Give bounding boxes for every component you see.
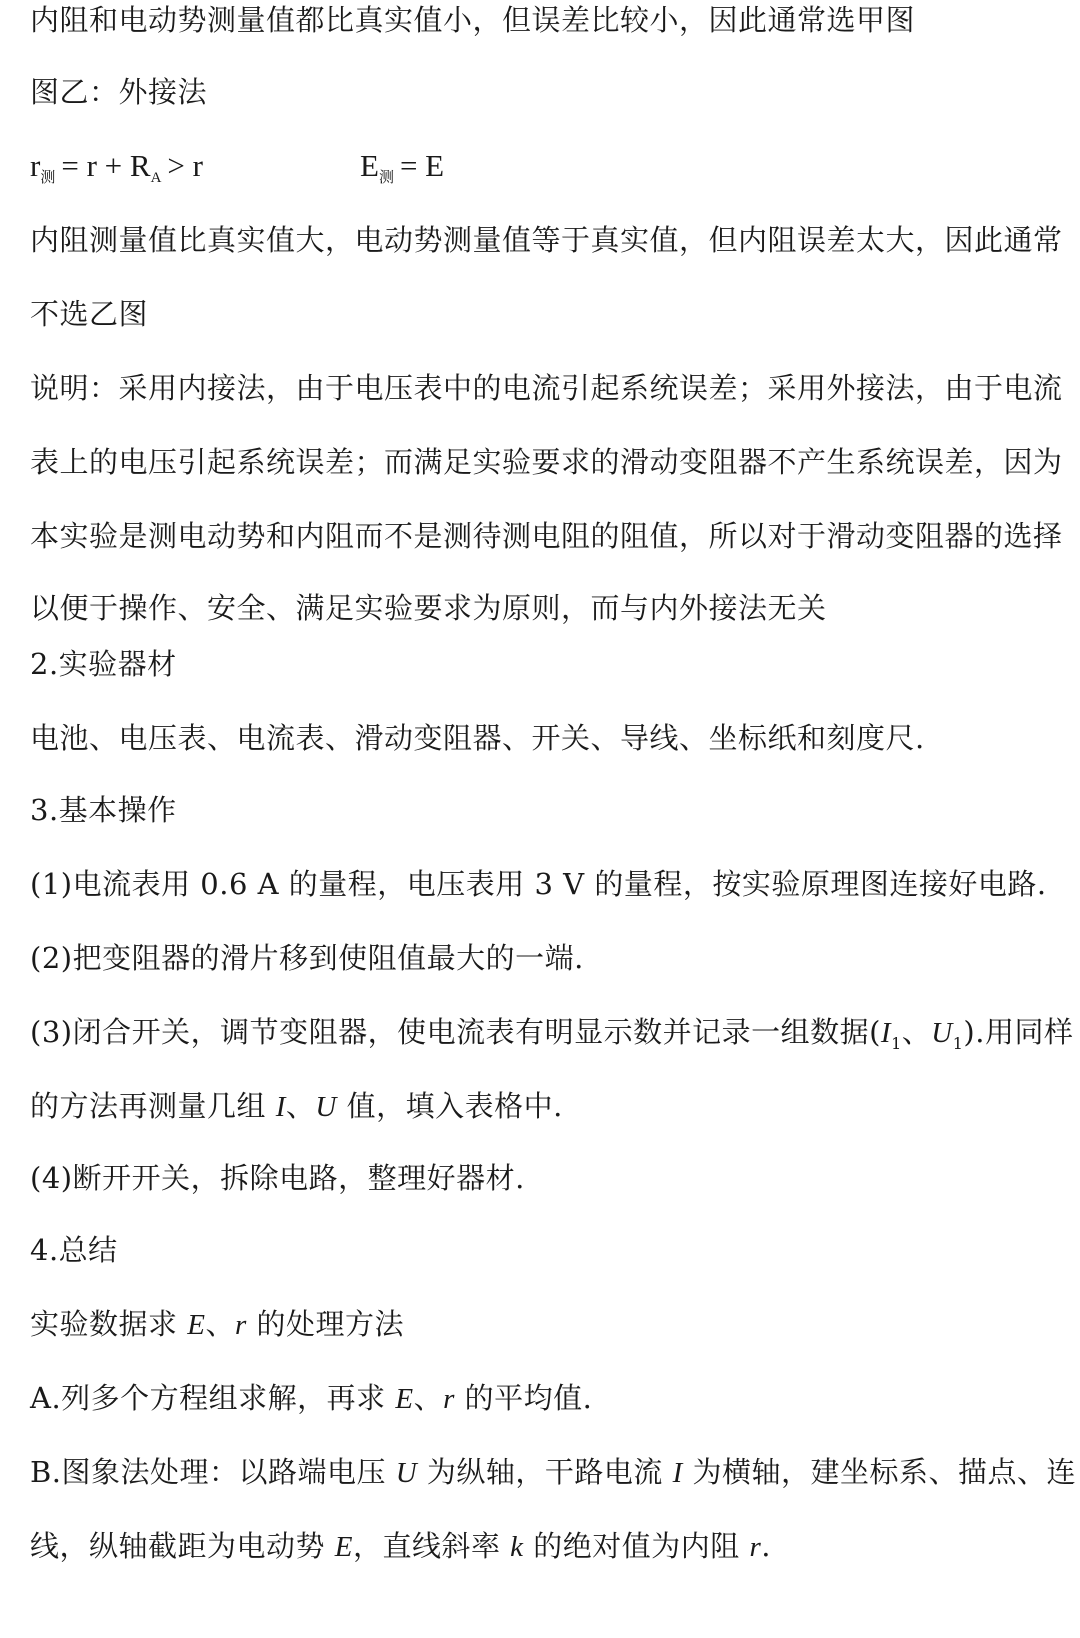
separator: 、	[205, 1307, 235, 1341]
step-1: (1)电流表用 0.6 A 的量程，电压表用 3 V 的量程，按实验原理图连接好电路.	[30, 867, 1047, 901]
var-r: r	[749, 1531, 762, 1563]
summary-intro	[30, 1304, 1060, 1345]
period: .	[761, 1529, 771, 1563]
text-line-5: 不选乙图	[30, 297, 149, 331]
method-b-line-1	[30, 1452, 1077, 1493]
method-a	[30, 1378, 1060, 1419]
formula-e-rhs: = E	[399, 148, 445, 183]
formula-r-symbol: r	[30, 148, 41, 183]
summary-intro-text: 实验数据求	[30, 1307, 188, 1341]
var-u: U	[395, 1457, 418, 1489]
formula-r-tail: > r	[167, 148, 203, 183]
var-i: I	[275, 1091, 286, 1123]
text-line-1: 内阻和电动势测量值都比真实值小，但误差比较小，因此通常选甲图	[30, 3, 916, 37]
section-heading-summary: 4.总结	[30, 1233, 118, 1267]
var-r: r	[443, 1383, 455, 1415]
text-line-9: 以便于操作、安全、满足实验要求为原则，而与内外接法无关	[30, 591, 827, 625]
text-line-6: 说明：采用内接法，由于电压表中的电流引起系统误差；采用外接法，由于电流	[30, 371, 1063, 405]
step-3-line-1	[30, 1012, 1074, 1064]
subscript-1: 1	[891, 1033, 902, 1053]
var-e: E	[395, 1383, 414, 1415]
step-2: (2)把变阻器的滑片移到使阻值最大的一端.	[30, 941, 584, 975]
text-line-8: 本实验是测电动势和内阻而不是测待测电阻的阻值，所以对于滑动变阻器的选择	[30, 519, 1063, 553]
method-b-text: B.图象法处理：以路端电压	[30, 1455, 396, 1489]
method-b-cont-mid2: 的绝对值为内阻	[523, 1529, 750, 1563]
subscript-1: 1	[952, 1033, 964, 1053]
text-line-fig-b-heading: 图乙：外接法	[30, 75, 208, 109]
section-heading-operation: 3.基本操作	[30, 793, 177, 827]
method-b-line-2	[30, 1526, 1060, 1567]
formula-e-measured	[360, 146, 444, 198]
var-r: r	[234, 1309, 247, 1341]
method-b-tail: 为横轴，建坐标系、描点、连	[682, 1455, 1077, 1489]
var-e: E	[334, 1531, 353, 1563]
formula-ra-subscript: A	[150, 170, 162, 186]
step-3-line-2	[30, 1086, 1060, 1127]
step-3-cont-tail: 值，填入表格中.	[336, 1089, 563, 1123]
formula-e-subscript: 测	[378, 170, 394, 186]
separator: 、	[285, 1089, 316, 1123]
step-3-tail: ).用同样	[963, 1015, 1074, 1049]
var-k: k	[510, 1531, 524, 1563]
text-line-equipment: 电池、电压表、电流表、滑动变阻器、开关、导线、坐标纸和刻度尺.	[30, 721, 925, 755]
method-a-text: A.列多个方程组求解，再求	[30, 1381, 396, 1415]
section-heading-equipment: 2.实验器材	[30, 647, 177, 681]
method-b-cont-mid: ，直线斜率	[352, 1529, 511, 1563]
formula-r-subscript: 测	[40, 170, 56, 186]
summary-intro-tail: 的处理方法	[246, 1307, 404, 1341]
var-u: U	[315, 1091, 337, 1123]
var-i: I	[880, 1017, 892, 1049]
formula-r-rhs: = r + R	[61, 148, 151, 183]
var-e: E	[187, 1309, 206, 1341]
method-b-mid: 为纵轴，干路电流	[417, 1455, 673, 1489]
step-3-cont-text: 的方法再测量几组	[30, 1089, 276, 1123]
text-line-7: 表上的电压引起系统误差；而满足实验要求的滑动变阻器不产生系统误差，因为	[30, 445, 1063, 479]
separator: 、	[901, 1015, 932, 1049]
text-line-4: 内阻测量值比真实值大，电动势测量值等于真实值，但内阻误差太大，因此通常	[30, 223, 1063, 257]
method-a-tail: 的平均值.	[454, 1381, 593, 1415]
var-u: U	[931, 1017, 953, 1049]
formula-e-symbol: E	[360, 148, 379, 183]
step-4: (4)断开开关，拆除电路，整理好器材.	[30, 1161, 525, 1195]
separator: 、	[413, 1381, 444, 1415]
formula-r-measured	[30, 146, 203, 198]
var-i: I	[672, 1457, 683, 1489]
method-b-cont-text: 线，纵轴截距为电动势	[30, 1529, 335, 1563]
step-3-text: (3)闭合开关，调节变阻器，使电流表有明显示数并记录一组数据(	[30, 1015, 881, 1049]
